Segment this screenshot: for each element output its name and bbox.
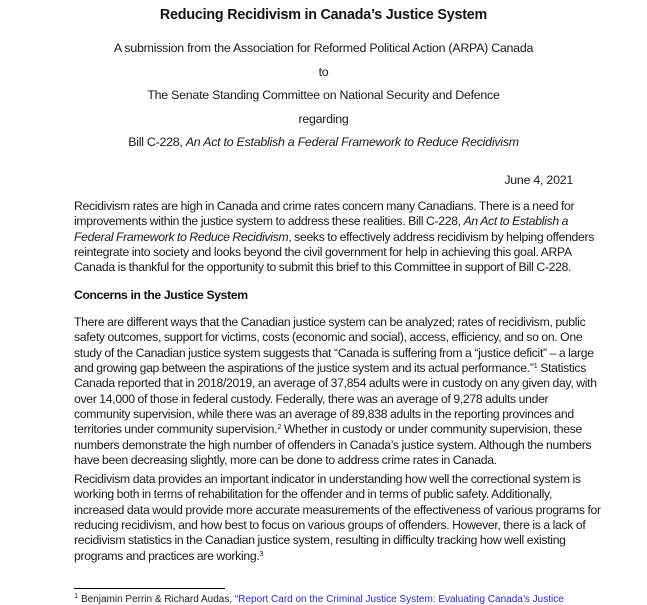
to-line: to: [318, 65, 329, 79]
paragraph-line: working both in terms of rehabilitation for the offender and in terms of public safety. Additionally,: [74, 487, 553, 502]
footnote-number: 1: [74, 591, 79, 600]
committee-line: The Senate Standing Committee on National Security and Defence: [147, 88, 500, 102]
concerns-paragraph: [74, 315, 597, 468]
paragraph-line: community supervision, while there was an average of 89,838 adults in the reporting provinces and: [74, 407, 574, 422]
paragraph-line: recidivism statistics in the Canadian justice system, resulting in difficulty tracking how well existing: [74, 533, 566, 548]
italic-bill-title: An Act to Establish a: [463, 214, 569, 229]
paragraph-line: [74, 361, 587, 376]
section-heading: Concerns in the Justice System: [74, 288, 248, 302]
paragraph-line: safety outcomes, support for victims, costs (economic and social), access, efficiency, and so on. One: [74, 330, 583, 345]
footnote-authors: Benjamin Perrin & Richard Audas,: [78, 594, 235, 605]
paragraph-line: Recidivism data provides an important indicator in understanding how well the correctional system is: [74, 472, 581, 486]
paragraph-line: [74, 229, 595, 245]
paragraph-line: There are different ways that the Canadian justice system can be analyzed; rates of recidivism, public: [74, 315, 586, 329]
bill-prefix: Bill C-228,: [128, 135, 186, 149]
paragraph-line: [74, 214, 584, 229]
text-run: , seeks to effectively address recidivism by helping offenders: [288, 229, 595, 244]
document-date: June 4, 2021: [504, 173, 573, 187]
paragraph-line: have been decreasing slightly, more can be done to address crime rates in Canada.: [74, 453, 497, 468]
paragraph-line: Canada reported that in 2018/2019, an average of 37,854 adults were in custody on any given day, with: [74, 376, 597, 391]
bill-title: An Act to Establish a Federal Framework to Reduce Recidivism: [185, 135, 519, 149]
regarding-line: regarding: [298, 112, 349, 126]
text-run: programs and practices are working.: [74, 548, 260, 563]
paragraph-line: increased data would provide more accurate measurements of the effectiveness of various programs for: [74, 502, 601, 517]
text-run: Statistics: [537, 361, 587, 376]
text-run: and growing gap between the aspirations of the justice system and its actual performance.”: [74, 361, 534, 376]
paragraph-line: reintegrate into society and looks beyond the civil government for help in achieving this goal. ARPA: [74, 245, 572, 260]
footnote-ref-3[interactable]: 3: [259, 548, 264, 558]
text-run: territories under community supervision.: [74, 422, 278, 437]
footnote-ref-1[interactable]: 1: [533, 361, 538, 371]
footnote-link[interactable]: “Report Card on the Criminal Justice System: Evaluating Canada’s Justice: [234, 594, 564, 605]
italic-bill-title: Federal Framework to Reduce Recidivism: [74, 229, 289, 244]
data-paragraph: [74, 472, 601, 564]
paragraph-line: over 14,000 of those in federal custody. Federally, there was an average of 9,278 adults under: [74, 391, 549, 406]
footnote-separator: [74, 588, 225, 589]
footnote-ref-2[interactable]: 2: [277, 422, 282, 432]
text-run: Whether in custody or under community supervision, these: [281, 422, 582, 437]
paragraph-line: numbers demonstrate the high number of offenders in Canada’s justice system. Although the numbers: [74, 437, 592, 452]
document-title: Reducing Recidivism in Canada’s Justice System: [159, 7, 488, 23]
text-run: improvements within the justice system to address these realities. Bill C-228,: [74, 214, 464, 229]
paragraph-line: [74, 549, 584, 564]
paragraph-line: Canada is thankful for the opportunity to submit this brief to this Committee in support of Bill C-228.: [74, 260, 572, 275]
paragraph-line: study of the Canadian justice system suggests that “Canada is suffering from a “justice deficit” – a large: [74, 345, 594, 360]
paragraph-line: [74, 422, 584, 437]
intro-paragraph: [74, 199, 595, 276]
paragraph-line: Recidivism rates are high in Canada and crime rates concern many Canadians. There is a need for: [74, 199, 575, 213]
bill-line: [0, 135, 647, 149]
submission-line: A submission from the Association for Reformed Political Action (ARPA) Canada: [113, 41, 534, 55]
paragraph-line: reducing recidivism, and how best to focus on various groups of offenders. However, there is a lack of: [74, 518, 586, 533]
